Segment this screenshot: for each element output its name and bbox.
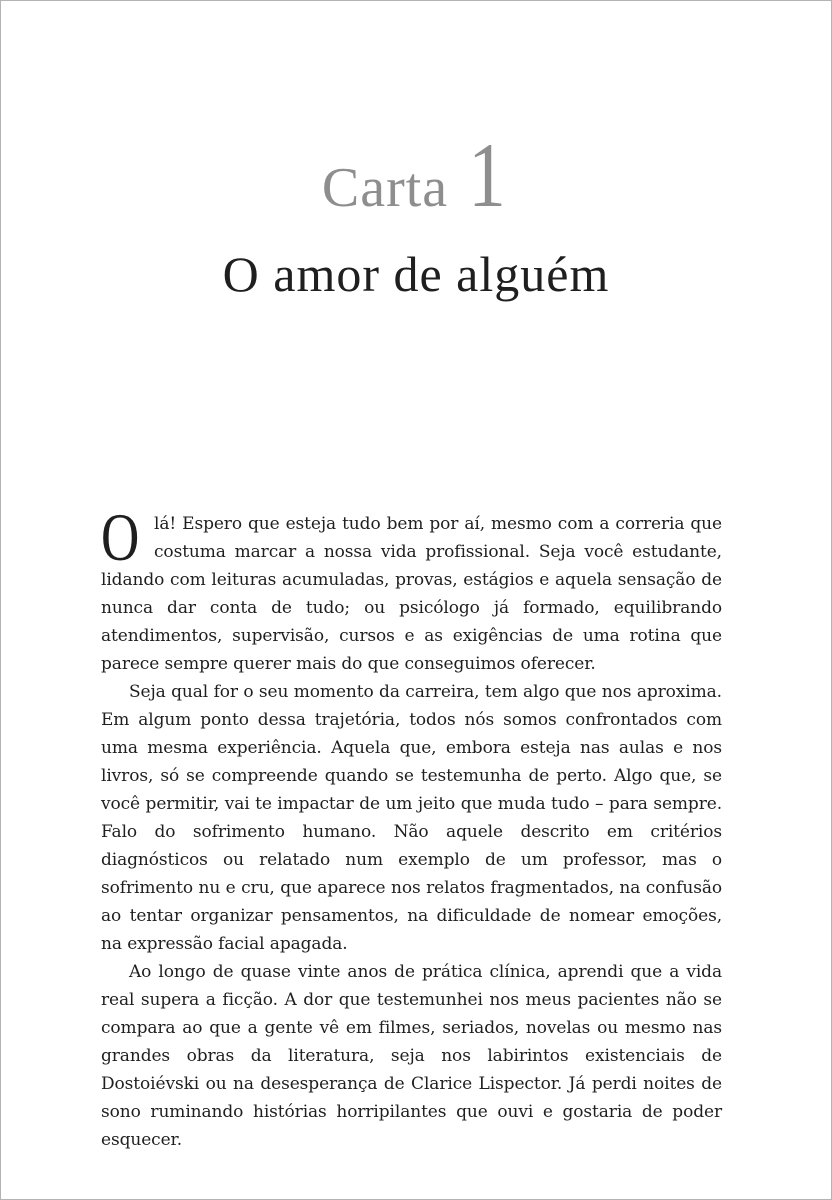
paragraph <box>101 499 722 678</box>
dropcap-letter: O <box>101 499 140 575</box>
chapter-label: Carta <box>321 157 449 219</box>
paragraph-text: lá! Espero que esteja tudo bem por aí, mesmo com a correria que costuma marcar a nossa vida profissional. Seja você estudante, lidando com leituras acumuladas, provas, estágios e aquela sensação de nunca dar conta de tudo; ou psicólogo já formado, equilibrando atendimentos, supervisão, cursos e as exigências de uma rotina que parece sempre querer mais do que conseguimos oferecer. <box>101 514 722 674</box>
chapter-number: 1 <box>468 124 507 226</box>
paragraph: Seja qual for o seu momento da carreira, tem algo que nos aproxima. Em algum ponto dessa trajetória, todos nós somos confrontados com uma mesma experiência. Aquela que, embora esteja nas aulas e nos livros, só se compreende quando se testemunha de perto. Algo que, se você permitir, vai te impactar de um jeito que muda tudo – para sempre. Falo do sofrimento humano. Não aquele descrito em critérios diagnósticos ou relatado num exemplo de um professor, mas o sofrimento nu e cru, que aparece nos relatos fragmentados, na confusão ao tentar organizar pensamentos, na dificuldade de nomear emoções, na expressão facial apagada. <box>101 682 722 954</box>
chapter-body <box>101 499 722 1154</box>
chapter-title: O amor de alguém <box>222 246 610 302</box>
chapter-heading <box>1 124 831 226</box>
paragraph: Ao longo de quase vinte anos de prática clínica, aprendi que a vida real supera a ficção. A dor que testemunhei nos meus pacientes não se compara ao que a gente vê em filmes, seriados, novelas ou mesmo nas grandes obras da literatura, seja nos labirintos existenciais de Dostoiévski ou na desesperança de Clarice Lispector. Já perdi noites de sono ruminando histórias horripilantes que ouvi e gostaria de poder esquecer. <box>101 962 722 1150</box>
